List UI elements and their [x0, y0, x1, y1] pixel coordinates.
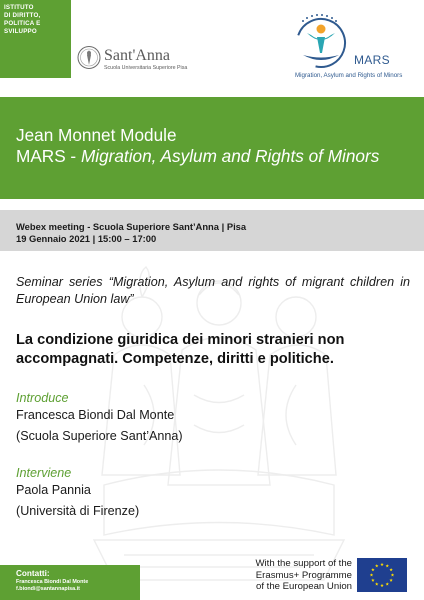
contacts-heading: Contatti:: [16, 569, 50, 578]
role-label-introduce: Introduce: [16, 391, 69, 405]
mars-logo-icon: [291, 13, 351, 69]
event-location: Webex meeting - Scuola Superiore Sant’Anna | Pisa: [16, 221, 247, 232]
support-line: Erasmus+ Programme: [255, 569, 352, 581]
header: [0, 0, 424, 96]
module-title: Jean Monnet Module: [16, 125, 177, 145]
contacts-name: Francesca Biondi Dal Monte: [16, 579, 89, 585]
institute-logo: [0, 0, 71, 78]
speaker-name: Francesca Biondi Dal Monte: [16, 408, 175, 422]
institute-line: ISTITUTO: [4, 4, 34, 11]
institute-line: SVILUPPO: [4, 28, 37, 35]
role-label-interviene: Interviene: [16, 466, 72, 480]
mars-name: MARS: [354, 53, 390, 67]
support-line: of the European Union: [255, 581, 352, 592]
event-datetime: 19 Gennaio 2021 | 15:00 – 17:00: [16, 233, 157, 244]
institute-line: DI DIRITTO,: [4, 12, 41, 19]
speaker-affiliation: (Università di Firenze): [16, 503, 140, 518]
speaker-name: Paola Pannia: [16, 483, 91, 497]
institute-line: POLITICA E: [4, 20, 41, 27]
seal-icon: [77, 44, 101, 71]
support-line: With the support of the: [255, 558, 352, 569]
project-title-prefix: MARS -: [16, 146, 81, 166]
title-band: [0, 97, 424, 199]
project-title: [16, 146, 424, 167]
contacts-box: [0, 565, 140, 600]
contacts-email[interactable]: f.biondi@santannapisa.it: [16, 586, 80, 592]
project-title-italic: Migration, Asylum and Rights of Minors: [80, 146, 380, 166]
eu-flag-icon: [357, 558, 407, 592]
erasmus-support: [242, 558, 352, 593]
santanna-name: Sant'Anna: [104, 47, 170, 64]
santanna-subtitle: Scuola Universitaria Superiore Pisa: [104, 65, 188, 71]
speaker-introduce: [16, 405, 183, 446]
event-info: [0, 210, 424, 251]
santanna-logo: [104, 47, 187, 71]
mars-tagline: Migration, Asylum and Rights of Minors: [295, 72, 403, 79]
speaker-interviene: [16, 480, 139, 521]
seminar-title: La condizione giuridica dei minori stranieri non accompagnati. Competenze, diritti e politiche.: [16, 332, 345, 367]
speaker-affiliation: (Scuola Superiore Sant’Anna): [16, 428, 183, 443]
seminar-series: Seminar series “Migration, Asylum and rights of migrant children in European Union law”: [16, 275, 410, 306]
